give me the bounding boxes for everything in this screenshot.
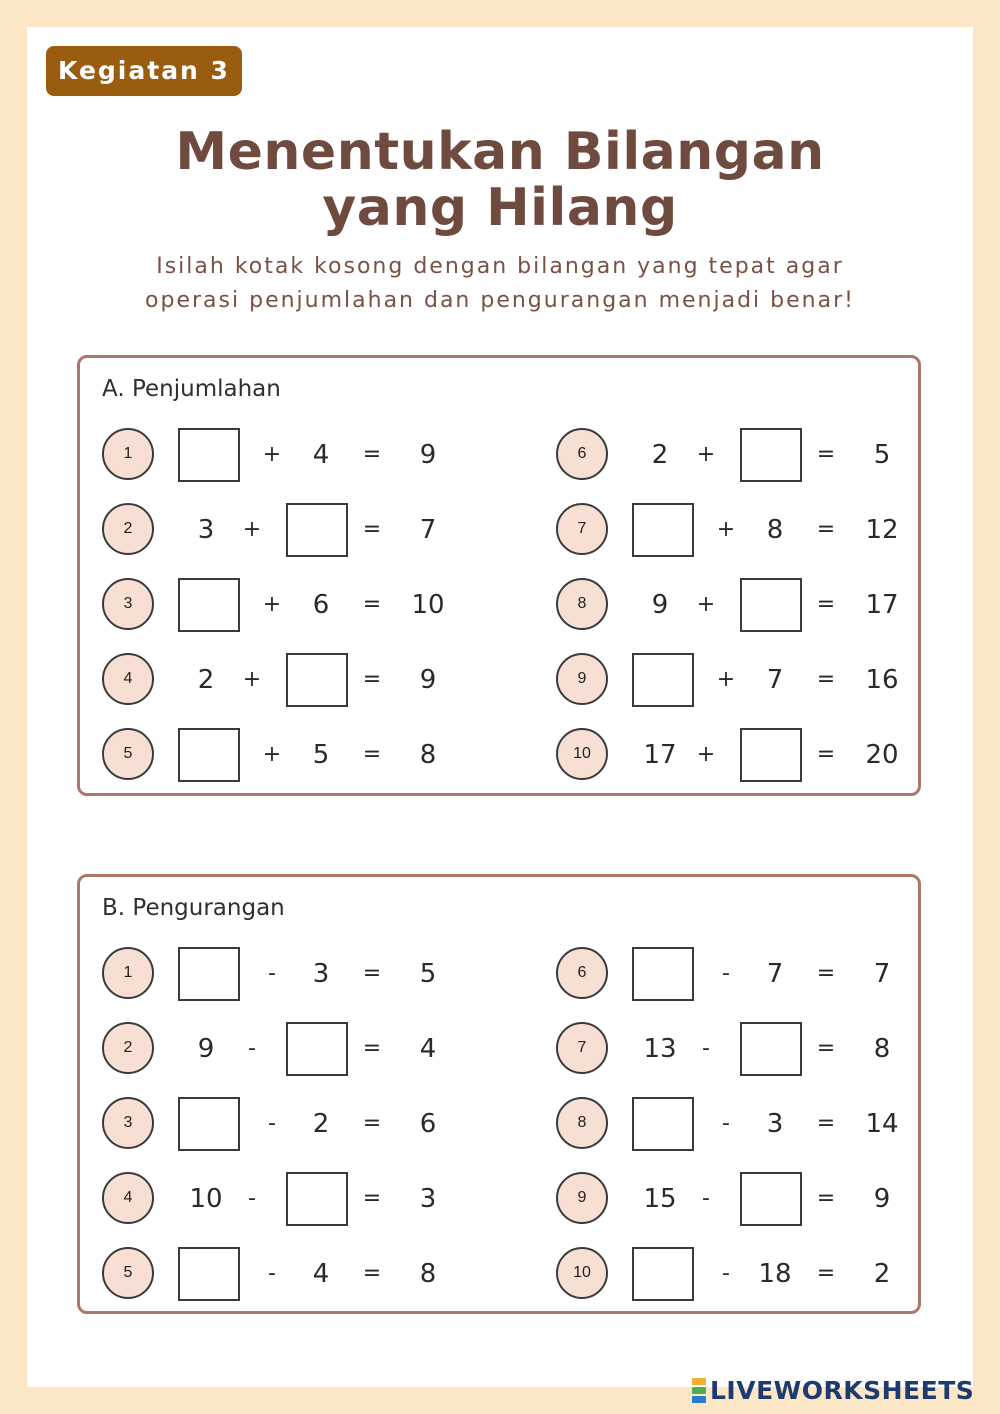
equals-sign: =	[816, 1261, 836, 1286]
page-title	[100, 124, 900, 236]
problem-number-badge: 8	[556, 1097, 608, 1149]
problem-row	[102, 503, 502, 557]
answer-box[interactable]	[632, 1097, 694, 1151]
operator-sign: -	[702, 1186, 710, 1211]
problem-row	[556, 428, 956, 482]
equals-sign: =	[816, 742, 836, 767]
addition-panel	[77, 355, 921, 796]
answer-box[interactable]	[286, 653, 348, 707]
operand-b: 2	[312, 1109, 330, 1139]
result-value: 9	[419, 665, 437, 695]
answer-box[interactable]	[632, 653, 694, 707]
answer-box[interactable]	[178, 578, 240, 632]
problem-number-badge: 7	[556, 1022, 608, 1074]
problem-number-badge: 5	[102, 728, 154, 780]
problem-number-badge: 2	[102, 1022, 154, 1074]
operator-sign: -	[702, 1036, 710, 1061]
equals-sign: =	[816, 1036, 836, 1061]
instructions-line-1: Isilah kotak kosong dengan bilangan yang tepat agar	[156, 254, 844, 279]
equals-sign: =	[362, 742, 382, 767]
liveworksheets-logo	[692, 1372, 974, 1408]
result-value: 20	[865, 740, 899, 770]
problem-number-badge: 5	[102, 1247, 154, 1299]
answer-box[interactable]	[740, 1022, 802, 1076]
problem-row	[556, 1247, 956, 1301]
operator-sign: -	[722, 1111, 730, 1136]
answer-box[interactable]	[178, 728, 240, 782]
subtraction-panel	[77, 874, 921, 1314]
result-value: 7	[419, 515, 437, 545]
problem-row	[102, 428, 502, 482]
section-title-subtraction: B. Pengurangan	[102, 895, 285, 921]
equals-sign: =	[362, 1186, 382, 1211]
instructions-line-2: operasi penjumlahan dan pengurangan menjadi benar!	[145, 288, 855, 313]
operand-a: 15	[643, 1184, 677, 1214]
equals-sign: =	[816, 1186, 836, 1211]
problem-number-badge: 3	[102, 578, 154, 630]
operator-sign: +	[716, 517, 736, 542]
operand-b: 7	[766, 959, 784, 989]
result-value: 3	[419, 1184, 437, 1214]
problem-number-badge: 8	[556, 578, 608, 630]
problem-number-badge: 3	[102, 1097, 154, 1149]
operand-b: 6	[312, 590, 330, 620]
operator-sign: -	[268, 961, 276, 986]
operand-b: 3	[312, 959, 330, 989]
problem-row	[102, 947, 502, 1001]
equals-sign: =	[816, 667, 836, 692]
operand-a: 9	[651, 590, 669, 620]
logo-text: LIVEWORKSHEETS	[710, 1375, 975, 1405]
operand-a: 3	[197, 515, 215, 545]
result-value: 6	[419, 1109, 437, 1139]
equals-sign: =	[816, 442, 836, 467]
operator-sign: +	[696, 742, 716, 767]
operand-a: 2	[651, 440, 669, 470]
operator-sign: +	[262, 442, 282, 467]
title-line-2: yang Hilang	[322, 178, 678, 238]
operand-a: 17	[643, 740, 677, 770]
answer-box[interactable]	[632, 947, 694, 1001]
equals-sign: =	[362, 1036, 382, 1061]
instructions	[80, 250, 920, 318]
result-value: 9	[873, 1184, 891, 1214]
section-title-addition: A. Penjumlahan	[102, 376, 281, 402]
answer-box[interactable]	[178, 1247, 240, 1301]
operator-sign: -	[268, 1111, 276, 1136]
problem-number-badge: 9	[556, 653, 608, 705]
result-value: 9	[419, 440, 437, 470]
problem-number-badge: 6	[556, 428, 608, 480]
operand-b: 3	[766, 1109, 784, 1139]
problem-number-badge: 1	[102, 428, 154, 480]
operand-b: 18	[758, 1259, 792, 1289]
problem-number-badge: 6	[556, 947, 608, 999]
answer-box[interactable]	[286, 1172, 348, 1226]
result-value: 10	[411, 590, 445, 620]
operator-sign: -	[268, 1261, 276, 1286]
problem-row	[556, 578, 956, 632]
answer-box[interactable]	[178, 1097, 240, 1151]
equals-sign: =	[362, 961, 382, 986]
result-value: 8	[419, 740, 437, 770]
equals-sign: =	[362, 1111, 382, 1136]
result-value: 12	[865, 515, 899, 545]
operator-sign: +	[696, 442, 716, 467]
equals-sign: =	[362, 1261, 382, 1286]
problem-number-badge: 10	[556, 1247, 608, 1299]
problem-row	[102, 1172, 502, 1226]
equals-sign: =	[362, 517, 382, 542]
result-value: 17	[865, 590, 899, 620]
result-value: 8	[873, 1034, 891, 1064]
operand-a: 9	[197, 1034, 215, 1064]
title-line-1: Menentukan Bilangan	[175, 122, 825, 182]
operand-a: 2	[197, 665, 215, 695]
equals-sign: =	[816, 592, 836, 617]
operand-a: 13	[643, 1034, 677, 1064]
answer-box[interactable]	[740, 428, 802, 482]
problem-row	[556, 728, 956, 782]
answer-box[interactable]	[286, 503, 348, 557]
problem-row	[556, 947, 956, 1001]
equals-sign: =	[816, 517, 836, 542]
problem-row	[556, 1097, 956, 1151]
problem-number-badge: 4	[102, 1172, 154, 1224]
operand-b: 4	[312, 1259, 330, 1289]
problem-number-badge: 9	[556, 1172, 608, 1224]
operand-a: 10	[189, 1184, 223, 1214]
operand-b: 7	[766, 665, 784, 695]
answer-box[interactable]	[740, 1172, 802, 1226]
equals-sign: =	[362, 442, 382, 467]
answer-box[interactable]	[178, 947, 240, 1001]
answer-box[interactable]	[286, 1022, 348, 1076]
operand-b: 5	[312, 740, 330, 770]
operator-sign: +	[696, 592, 716, 617]
problem-number-badge: 7	[556, 503, 608, 555]
answer-box[interactable]	[632, 1247, 694, 1301]
problem-number-badge: 1	[102, 947, 154, 999]
problem-number-badge: 4	[102, 653, 154, 705]
operator-sign: +	[262, 592, 282, 617]
problem-row	[556, 1172, 956, 1226]
result-value: 4	[419, 1034, 437, 1064]
result-value: 5	[873, 440, 891, 470]
result-value: 8	[419, 1259, 437, 1289]
logo-mark-icon	[692, 1377, 706, 1404]
operand-b: 4	[312, 440, 330, 470]
problem-row	[102, 1097, 502, 1151]
answer-box[interactable]	[178, 428, 240, 482]
equals-sign: =	[816, 961, 836, 986]
operator-sign: +	[242, 667, 262, 692]
answer-box[interactable]	[740, 728, 802, 782]
problem-row	[556, 653, 956, 707]
problem-row	[102, 653, 502, 707]
operator-sign: -	[722, 1261, 730, 1286]
result-value: 14	[865, 1109, 899, 1139]
operator-sign: -	[722, 961, 730, 986]
answer-box[interactable]	[632, 503, 694, 557]
problem-number-badge: 10	[556, 728, 608, 780]
operand-b: 8	[766, 515, 784, 545]
problem-row	[102, 1247, 502, 1301]
equals-sign: =	[362, 592, 382, 617]
problem-row	[102, 1022, 502, 1076]
equals-sign: =	[816, 1111, 836, 1136]
operator-sign: +	[262, 742, 282, 767]
operator-sign: +	[716, 667, 736, 692]
problem-row	[102, 578, 502, 632]
problem-number-badge: 2	[102, 503, 154, 555]
problem-row	[556, 503, 956, 557]
result-value: 7	[873, 959, 891, 989]
answer-box[interactable]	[740, 578, 802, 632]
operator-sign: -	[248, 1186, 256, 1211]
result-value: 2	[873, 1259, 891, 1289]
operator-sign: -	[248, 1036, 256, 1061]
problem-row	[556, 1022, 956, 1076]
operator-sign: +	[242, 517, 262, 542]
result-value: 5	[419, 959, 437, 989]
activity-tag: Kegiatan 3	[46, 46, 242, 96]
problem-row	[102, 728, 502, 782]
equals-sign: =	[362, 667, 382, 692]
result-value: 16	[865, 665, 899, 695]
